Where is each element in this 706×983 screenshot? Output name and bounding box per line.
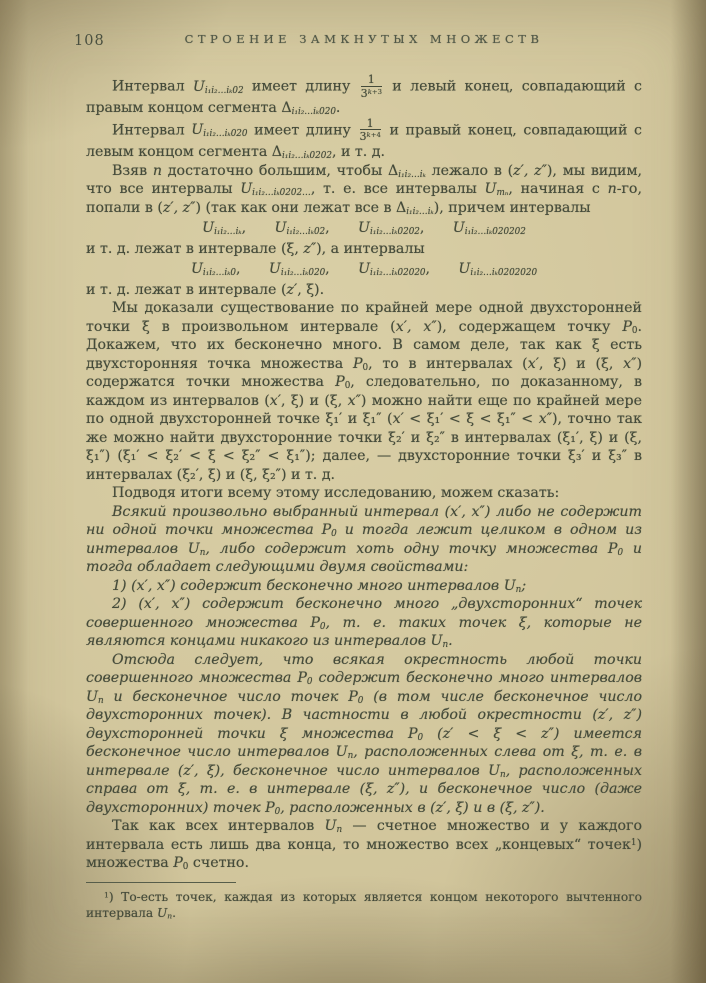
paragraph-summary-intro: Подводя итоги всему этому исследованию, можем сказать:: [112, 485, 560, 501]
paragraph-interval-length-1: Интервал $U_{i_1i_2\dots i_k02}$ имеет длину $\frac{1}{3^{k+3}}$ и левый конец, совпадающий с правым концом сегмента $\Delta_{i_1i_2\dots i_k020}$.: [86, 73, 643, 118]
display-math-intervals-2: $U_{i_1i_2\dots i_k0}$, $U_{i_1i_2\dots i_k020}$, $U_{i_1i_2\dots i_k02020}$, $U_{i_1i_2\dots i_k0202020}$: [190, 261, 538, 278]
paragraph-taking-n-large: Взяв n достаточно большим, чтобы $\Delta_{i_1i_2\dots i_k}$ лежало в (z′, z″), мы видим, что все интервалы $U_{i_1i_2\dots i_k0202\dots}$, т. е. все интервалы $U_{m_n}$, начиная с n-го, попали в (z′, z″) (так как они лежат все в $\Delta_{i_1i_2\dots i_k}$), причем интервалы: [86, 162, 642, 217]
paragraph-lie-in-interval-xi-z: и т. д. лежат в интервале (ξ, z″), а интервалы: [86, 240, 425, 257]
paragraph-lie-in-interval-z-xi: и т. д. лежат в интервале (z′, ξ).: [86, 281, 325, 298]
paragraph-corollary-neighborhood: Отсюда следует, что всякая окрестность любой точки совершенного множества $P_0$ содержит бесконечно много интервалов $U_n$ и бесконечное число точек $P_0$ (в том числе бесконечное число двухсторонних точек). В частности в любой окрестности (z′, z″) двухсторонней точки ξ множества $P_0$ (z′ < ξ < z″) имеется бесконечное число интервалов $U_n$, расположенных слева от ξ, т. е. в интервале (z′, ξ), бесконечное число интервалов $U_n$, расположенных справа от ξ, т. е. в интервале (ξ, z″), и бесконечное число (даже двухсторонних) точек $P_0$, расположенных в (z′, ξ) и в (ξ, z″).: [86, 651, 643, 817]
text-block: [86, 74, 642, 922]
paragraph-theorem-statement: Всякий произвольно выбранный интервал (x′, x″) либо не содержит ни одной точки множества $P_0$ и тогда лежит целиком в одном из интервалов $U_n$, либо содержит хоть одну точку множества $P_0$ и тогда обладает следующими двумя свойствами:: [86, 503, 643, 575]
running-title: СТРОЕНИЕ ЗАМКНУТЫХ МНОЖЕСТВ: [184, 32, 544, 46]
page-number: 108: [74, 33, 105, 49]
paragraph-property-2: 2) (x′, x″) содержит бесконечно много „двухсторонних“ точек совершенного множества $P_0$, т. е. таких точек ξ, которые не являются концами никакого из интервалов $U_n$.: [86, 596, 642, 650]
page-header: [74, 32, 642, 52]
paragraph-interval-length-2: Интервал $U_{i_1i_2\dots i_k020}$ имеет длину $\frac{1}{3^{k+4}}$ и правый конец, совпадающий с левым концом сегмента $\Delta_{i_1i_2\dots i_k0202}$, и т. д.: [86, 116, 642, 161]
paragraph-proof-two-sided-points: Мы доказали существование по крайней мере одной двухсторонней точки ξ в произвольном интервале (x′, x″), содержащем точку $P_0$. Докажем, что их бесконечно много. В самом деле, так как ξ есть двухсторонняя точка множества $P_0$, то в интервалах (x′, ξ) и (ξ, x″) содержатся точки множества $P_0$, следовательно, по доказанному, в каждом из интервалов (x′, ξ) и (ξ, x″) можно найти еще по крайней мере по одной двухсторонней точке ξ₁′ и ξ₁″ (x′ < ξ₁′ < ξ < ξ₁″ < x″), точно так же можно найти двухсторонние точки ξ₂′ и ξ₂″ в интервалах (ξ₁′, ξ) и (ξ, ξ₁″) (ξ₁′ < ξ₂′ < ξ < ξ₂″ < ξ₁″); далее, — двухсторонние точки ξ₃′ и ξ₃″ в интервалах (ξ₂′, ξ) и (ξ, ξ₂″) и т. д.: [86, 300, 643, 483]
paragraph-property-1: 1) (x′, x″) содержит бесконечно много интервалов $U_n$;: [112, 577, 527, 595]
footnote-text: $^1$) То-есть точек, каждая из которых является концом некоторого вычтенного интервала $U_n$.: [86, 889, 642, 921]
footnote-rule: [86, 882, 236, 883]
display-math-intervals-1: $U_{i_1i_2\dots i_k}$, $U_{i_1i_2\dots i_k02}$, $U_{i_1i_2\dots i_k0202}$, $U_{i_1i_2\dots i_k020202}$: [202, 220, 526, 237]
paragraph-endpoint-set-countable: Так как всех интервалов $U_n$ — счетное множество и у каждого интервала есть лишь два конца, то множество всех „концевых“ точек$^1$) множества $P_0$ счетно.: [86, 818, 643, 872]
